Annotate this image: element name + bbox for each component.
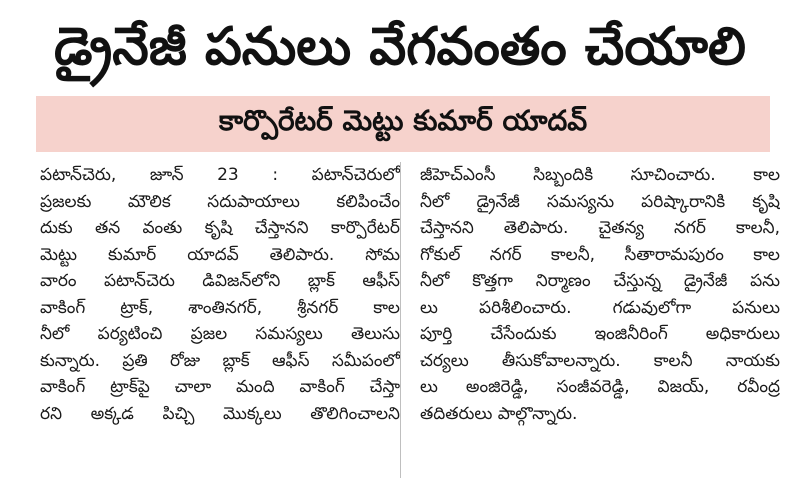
- article-line: నీలో డ్రైనేజీ సమస్యను పరిష్కారానికి కృషి: [420, 191, 780, 212]
- article-column-right: [420, 162, 780, 492]
- article-line: నీలో కొత్తగా నిర్మాణం చేస్తున్న డ్రైనేజీ పను: [420, 271, 780, 291]
- article-line: చేస్తానని తెలిపారు. చైతన్య నగర్ కాలనీ,: [420, 218, 780, 238]
- article-line: నీలో పర్యటించి ప్రజల సమస్యలు తెలుసు: [40, 324, 400, 344]
- article-line: చర్యలు తీసుకోవాలన్నారు. కాలనీ నాయకు: [420, 350, 780, 371]
- article-column-left: [40, 162, 400, 492]
- article-line: లు అంజిరెడ్డి, సంజీవరెడ్డి, విజయ్, రవీంద్ర: [420, 377, 780, 397]
- article-line: తదితరులు పాల్గొన్నారు.: [420, 403, 578, 424]
- article-line: జీహెచ్ఎంసీ సిబ్బందికి సూచించారు. కాల: [420, 165, 780, 185]
- subheadline: కార్పొరేటర్ మెట్టు కుమార్ యాదవ్: [218, 104, 588, 137]
- headline: డ్రైనేజీ పనులు వేగవంతం చేయాలి: [53, 17, 747, 77]
- article-line: కున్నారు. ప్రతి రోజు బ్లాక్ ఆఫీస్ సమీపంలో: [40, 350, 400, 371]
- article-line: ప్రజలకు మౌలిక సదుపాయాలు కలిపించేం: [40, 191, 400, 212]
- article-line: గోకుల్ నగర్ కాలనీ, సీతారామపురం కాల: [420, 244, 780, 265]
- subheadline-band: [36, 96, 770, 152]
- article-line: పూర్తి చేసేందుకు ఇంజినీరింగ్ అధికారులు: [420, 324, 780, 344]
- article-line: వారం పటాన్‌చెరు డివిజన్‌లోని బ్లాక్ ఆఫీస్: [40, 271, 400, 291]
- article-line: దుకు తన వంతు కృషి చేస్తానని కార్పొరేటర్: [40, 218, 400, 238]
- article-line: పటాన్‌చెరు, జూన్ 23 : పటాన్‌చెరులో: [40, 165, 400, 185]
- article-line: రని అక్కడ పిచ్చి మొక్కలు తొలిగించాలని: [40, 403, 400, 424]
- article-line: మెట్టు కుమార్ యాదవ్ తెలిపారు. సోమ: [40, 244, 400, 265]
- article-line: వాకింగ్ ట్రాక్‌పై చాలా మంది వాకింగ్ చేస్తా: [40, 377, 400, 397]
- article-line: లు పరిశీలించారు. గడువులోగా పనులు: [420, 297, 780, 318]
- article-line: వాకింగ్ ట్రాక్, శాంతినగర్, శ్రీనగర్ కాల: [40, 297, 400, 318]
- article-body: [40, 162, 780, 492]
